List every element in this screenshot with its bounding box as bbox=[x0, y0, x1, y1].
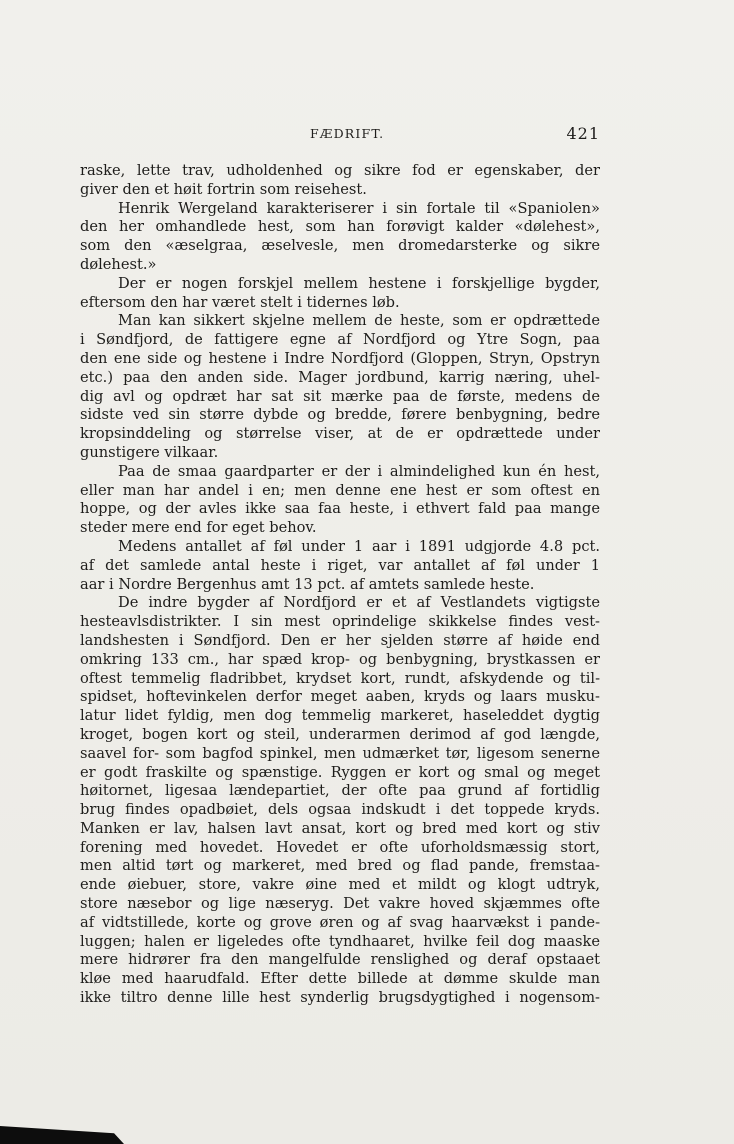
text-line: latur lidet fyldig, men dog temmelig markeret, haseleddet dygtig bbox=[80, 707, 600, 725]
text-line: aar i Nordre Bergenhus amt 13 pct. af amtets samlede heste. bbox=[80, 575, 535, 593]
text-line: høitornet, ligesaa lændepartiet, der ofte paa grund af fortidlig bbox=[80, 782, 600, 800]
text-line: luggen; halen er ligeledes ofte tyndhaaret, hvilke feil dog maaske bbox=[80, 932, 600, 950]
text-line: raske, lette trav, udholdenhed og sikre fod er egenskaber, der bbox=[80, 162, 600, 179]
page-header bbox=[80, 124, 600, 146]
paragraph-first-line: Henrik Wergeland karakteriserer i sin fortale til «Spaniolen» bbox=[118, 199, 600, 217]
text-line: af vidtstillede, korte og grove øren og af svag haarvækst i pande- bbox=[80, 913, 600, 931]
text-line: kløe med haarudfald. Efter dette billede at dømme skulde man bbox=[80, 970, 600, 988]
running-title: FÆDRIFT. bbox=[310, 126, 385, 141]
paragraph-first-line: Medens antallet af føl under 1 aar i 1891 udgjorde 4.8 pct. bbox=[118, 537, 600, 555]
text-line: oftest temmelig fladribbet, krydset kort, rundt, afskydende og til- bbox=[80, 669, 600, 687]
text-line: hoppe, og der avles ikke saa faa heste, i ethvert fald paa mange bbox=[80, 500, 600, 518]
text-line: brug findes opadbøiet, dels ogsaa indskudt i det toppede kryds. bbox=[80, 801, 600, 819]
body-text bbox=[80, 162, 600, 1008]
text-line: mere hidrører fra den mangelfulde renslighed og deraf opstaaet bbox=[80, 951, 600, 969]
text-line: ende øiebuer, store, vakre øine med et mildt og klogt udtryk, bbox=[80, 876, 600, 894]
paragraph-first-line: Man kan sikkert skjelne mellem de heste, som er opdrættede bbox=[118, 312, 600, 330]
text-line: eftersom den har været stelt i tidernes løb. bbox=[80, 293, 400, 311]
text-line: ikke tiltro denne lille hest synderlig brugsdygtighed i nogensom- bbox=[80, 989, 600, 1007]
text-line: i Søndfjord, de fattigere egne af Nordfjord og Ytre Sogn, paa bbox=[80, 331, 600, 349]
text-line: omkring 133 cm., har spæd krop- og benbygning, brystkassen er bbox=[80, 650, 600, 668]
text-line: hesteavlsdistrikter. I sin mest oprindelige skikkelse findes vest- bbox=[80, 613, 600, 631]
text-line: den her omhandlede hest, som han forøvigt kalder «dølehest», bbox=[80, 218, 600, 236]
text-line: gunstigere vilkaar. bbox=[80, 443, 219, 461]
paragraph-first-line: Der er nogen forskjel mellem hestene i forskjellige bygder, bbox=[118, 274, 600, 292]
text-line: store næsebor og lige næseryg. Det vakre hoved skjæmmes ofte bbox=[80, 895, 600, 913]
text-line: eller man har andel i en; men denne ene hest er som oftest en bbox=[80, 481, 600, 499]
text-line: landshesten i Søndfjord. Den er her sjelden større af høide end bbox=[80, 631, 600, 649]
text-line: kropsinddeling og størrelse viser, at de er opdrættede under bbox=[80, 425, 600, 443]
paragraph-first-line: Paa de smaa gaardparter er der i almindelighed kun én hest, bbox=[118, 462, 600, 480]
text-line: etc.) paa den anden side. Mager jordbund, karrig næring, uhel- bbox=[80, 368, 600, 386]
text-line: dølehest.» bbox=[80, 255, 157, 273]
text-line: sidste ved sin større dybde og bredde, førere benbygning, bedre bbox=[80, 406, 600, 424]
text-line: Manken er lav, halsen lavt ansat, kort og bred med kort og stiv bbox=[80, 819, 600, 837]
text-line: dig avl og opdræt har sat sit mærke paa de første, medens de bbox=[80, 387, 600, 405]
text-line: er godt fraskilte og spænstige. Ryggen er kort og smal og meget bbox=[80, 763, 600, 781]
text-line: saavel for- som bagfod spinkel, men udmærket tør, ligesom senerne bbox=[80, 744, 600, 762]
paragraph-first-line: De indre bygder af Nordfjord er et af Vestlandets vigtigste bbox=[118, 594, 600, 612]
text-line: giver den et høit fortrin som reisehest. bbox=[80, 180, 367, 198]
page-number: 421 bbox=[566, 124, 600, 143]
scan-corner-mark bbox=[0, 1126, 124, 1144]
text-line: men altid tørt og markeret, med bred og flad pande, fremstaa- bbox=[80, 857, 600, 875]
text-line: kroget, bogen kort og steil, underarmen derimod af god længde, bbox=[80, 725, 600, 743]
text-line: forening med hovedet. Hovedet er ofte uforholdsmæssig stort, bbox=[80, 838, 600, 856]
text-line: spidset, hoftevinkelen derfor meget aaben, kryds og laars musku- bbox=[80, 688, 600, 706]
text-line: som den «æselgraa, æselvesle, men dromedarsterke og sikre bbox=[80, 237, 600, 255]
text-line: af det samlede antal heste i riget, var antallet af føl under 1 bbox=[80, 556, 600, 574]
text-line: steder mere end for eget behov. bbox=[80, 519, 317, 537]
text-line: den ene side og hestene i Indre Nordfjord (Gloppen, Stryn, Opstryn bbox=[80, 349, 600, 367]
